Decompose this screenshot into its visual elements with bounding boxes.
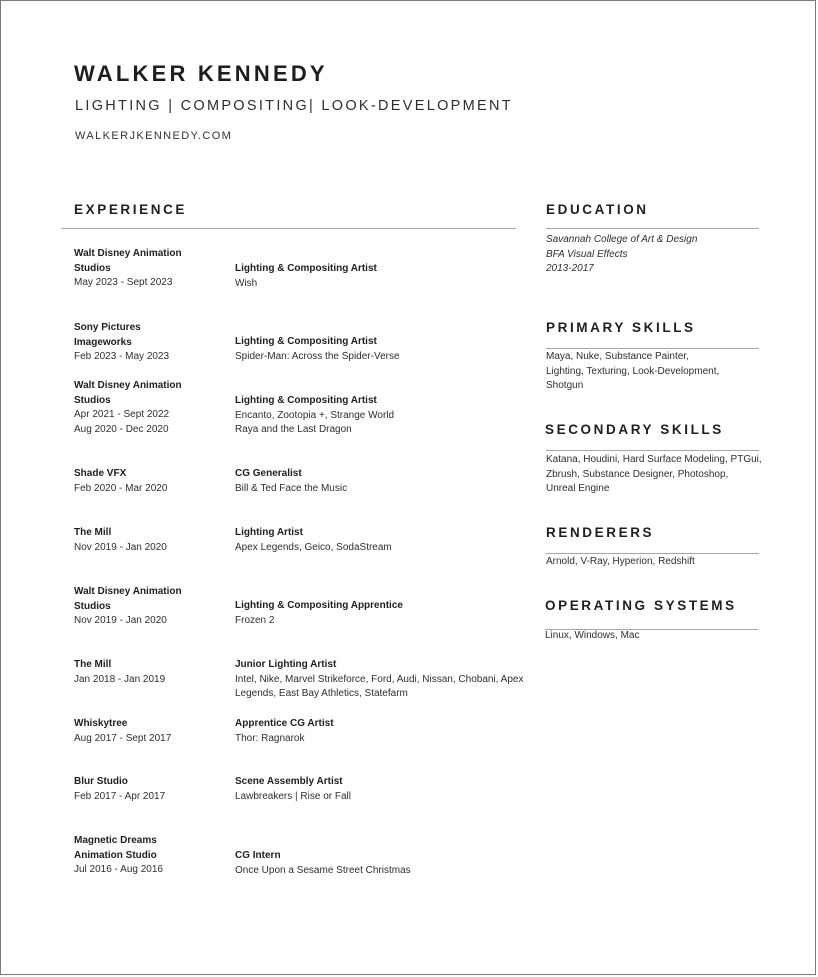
experience-entry-company bbox=[74, 526, 224, 555]
project-list: Wish bbox=[235, 277, 258, 289]
role-title: Apprentice CG Artist bbox=[235, 718, 334, 729]
experience-entry-company bbox=[74, 834, 224, 878]
employment-dates: Feb 2023 - May 2023 bbox=[74, 351, 170, 363]
company-name-line2: Studios bbox=[74, 262, 111, 274]
project-list: Encanto, Zootopia +, Strange World bbox=[235, 409, 395, 421]
secondary-skills-heading: SECONDARY SKILLS bbox=[545, 422, 724, 437]
employment-dates: Jan 2018 - Jan 2019 bbox=[74, 673, 166, 685]
employment-dates: Aug 2020 - Dec 2020 bbox=[74, 424, 169, 436]
experience-entry-role bbox=[235, 658, 535, 702]
renderers-divider bbox=[546, 553, 759, 554]
experience-entry-role bbox=[235, 467, 525, 496]
company-name-line1: Shade VFX bbox=[74, 468, 127, 479]
experience-entry-role bbox=[235, 394, 525, 438]
renderers-heading: RENDERERS bbox=[546, 525, 655, 540]
school-name: Savannah College of Art & Design bbox=[546, 234, 698, 245]
role-title: Lighting & Compositing Artist bbox=[235, 263, 377, 274]
role-title: Lighting & Compositing Artist bbox=[235, 336, 377, 347]
project-list: Raya and the Last Dragon bbox=[235, 424, 352, 436]
employment-dates: Nov 2019 - Jan 2020 bbox=[74, 615, 167, 627]
employment-dates: Feb 2020 - Mar 2020 bbox=[74, 482, 168, 494]
experience-entry-company bbox=[74, 717, 224, 746]
renderers-list bbox=[546, 555, 764, 570]
experience-entry-role bbox=[235, 526, 525, 555]
project-list: Apex Legends, Geico, SodaStream bbox=[235, 541, 392, 553]
os-line: Linux, Windows, Mac bbox=[545, 630, 640, 641]
experience-entry-role bbox=[235, 717, 525, 746]
operating-systems-list bbox=[545, 629, 763, 644]
experience-entry-role bbox=[235, 599, 525, 628]
skills-line: Shotgun bbox=[546, 380, 584, 392]
company-name-line2: Animation Studio bbox=[74, 849, 157, 861]
project-list: Legends, East Bay Athletics, Statefarm bbox=[235, 688, 408, 700]
skills-line: Maya, Nuke, Substance Painter, bbox=[546, 351, 689, 362]
education-years: 2013-2017 bbox=[546, 263, 594, 275]
experience-entry-company bbox=[74, 467, 224, 496]
renderers-line: Arnold, V-Ray, Hyperion, Redshift bbox=[546, 556, 695, 567]
company-name-line2: Imageworks bbox=[74, 336, 132, 348]
company-name-line1: Whiskytree bbox=[74, 718, 128, 729]
company-name-line1: Walt Disney Animation bbox=[74, 248, 182, 259]
employment-dates: Apr 2021 - Sept 2022 bbox=[74, 409, 170, 421]
company-name-line1: Blur Studio bbox=[74, 776, 128, 787]
primary-skills-list bbox=[546, 350, 764, 394]
role-title: Junior Lighting Artist bbox=[235, 659, 337, 670]
skills-line: Zbrush, Substance Designer, Photoshop, bbox=[546, 468, 729, 480]
experience-entry-role bbox=[235, 775, 525, 804]
skills-line: Unreal Engine bbox=[546, 483, 610, 495]
project-list: Thor: Ragnarok bbox=[235, 732, 305, 744]
employment-dates: Jul 2016 - Aug 2016 bbox=[74, 864, 163, 876]
role-title: CG Generalist bbox=[235, 468, 302, 479]
employment-dates: Nov 2019 - Jan 2020 bbox=[74, 541, 167, 553]
employment-dates: Feb 2017 - Apr 2017 bbox=[74, 790, 166, 802]
experience-entry-company bbox=[74, 379, 224, 438]
primary-skills-heading: PRIMARY SKILLS bbox=[546, 320, 696, 335]
candidate-name: WALKER KENNEDY bbox=[74, 61, 328, 86]
degree: BFA Visual Effects bbox=[546, 248, 628, 260]
experience-entry-company bbox=[74, 658, 224, 687]
website-link[interactable]: WALKERJKENNEDY.COM bbox=[75, 130, 233, 142]
experience-entry-company bbox=[74, 585, 224, 629]
tagline: LIGHTING | COMPOSITING| LOOK-DEVELOPMENT bbox=[75, 98, 513, 114]
education-divider bbox=[546, 228, 759, 229]
experience-entry-company bbox=[74, 247, 224, 291]
company-name-line2: Studios bbox=[74, 600, 111, 612]
role-title: Lighting & Compositing Apprentice bbox=[235, 600, 403, 611]
education-heading: EDUCATION bbox=[546, 202, 649, 217]
secondary-skills-list bbox=[546, 453, 771, 497]
experience-divider bbox=[61, 228, 516, 229]
experience-heading: EXPERIENCE bbox=[74, 202, 188, 217]
skills-line: Lighting, Texturing, Look-Development, bbox=[546, 365, 720, 377]
primary-skills-divider bbox=[546, 348, 759, 349]
project-list: Lawbreakers | Rise or Fall bbox=[235, 790, 351, 802]
operating-systems-heading: OPERATING SYSTEMS bbox=[545, 598, 737, 613]
project-list: Bill & Ted Face the Music bbox=[235, 482, 348, 494]
employment-dates: May 2023 - Sept 2023 bbox=[74, 277, 173, 289]
secondary-skills-divider bbox=[546, 450, 759, 451]
experience-entry-company bbox=[74, 321, 224, 365]
company-name-line1: Walt Disney Animation bbox=[74, 380, 182, 391]
experience-entry-company bbox=[74, 775, 224, 804]
project-list: Frozen 2 bbox=[235, 614, 275, 626]
role-title: CG Intern bbox=[235, 850, 281, 861]
education-details bbox=[546, 233, 764, 277]
role-title: Scene Assembly Artist bbox=[235, 776, 343, 787]
company-name-line1: The Mill bbox=[74, 527, 112, 538]
employment-dates: Aug 2017 - Sept 2017 bbox=[74, 732, 172, 744]
project-list: Spider-Man: Across the Spider-Verse bbox=[235, 350, 400, 362]
company-name-line2: Studios bbox=[74, 394, 111, 406]
company-name-line1: Magnetic Dreams bbox=[74, 835, 157, 846]
project-list: Once Upon a Sesame Street Christmas bbox=[235, 864, 411, 876]
company-name-line1: Sony Pictures bbox=[74, 322, 141, 333]
experience-entry-role bbox=[235, 335, 525, 364]
role-title: Lighting & Compositing Artist bbox=[235, 395, 377, 406]
role-title: Lighting Artist bbox=[235, 527, 303, 538]
company-name-line1: Walt Disney Animation bbox=[74, 586, 182, 597]
company-name-line1: The Mill bbox=[74, 659, 112, 670]
project-list: Intel, Nike, Marvel Strikeforce, Ford, Audi, Nissan, Chobani, Apex bbox=[235, 673, 524, 685]
experience-entry-role bbox=[235, 262, 525, 291]
experience-entry-role bbox=[235, 849, 525, 878]
skills-line: Katana, Houdini, Hard Surface Modeling, PTGui, bbox=[546, 454, 762, 465]
